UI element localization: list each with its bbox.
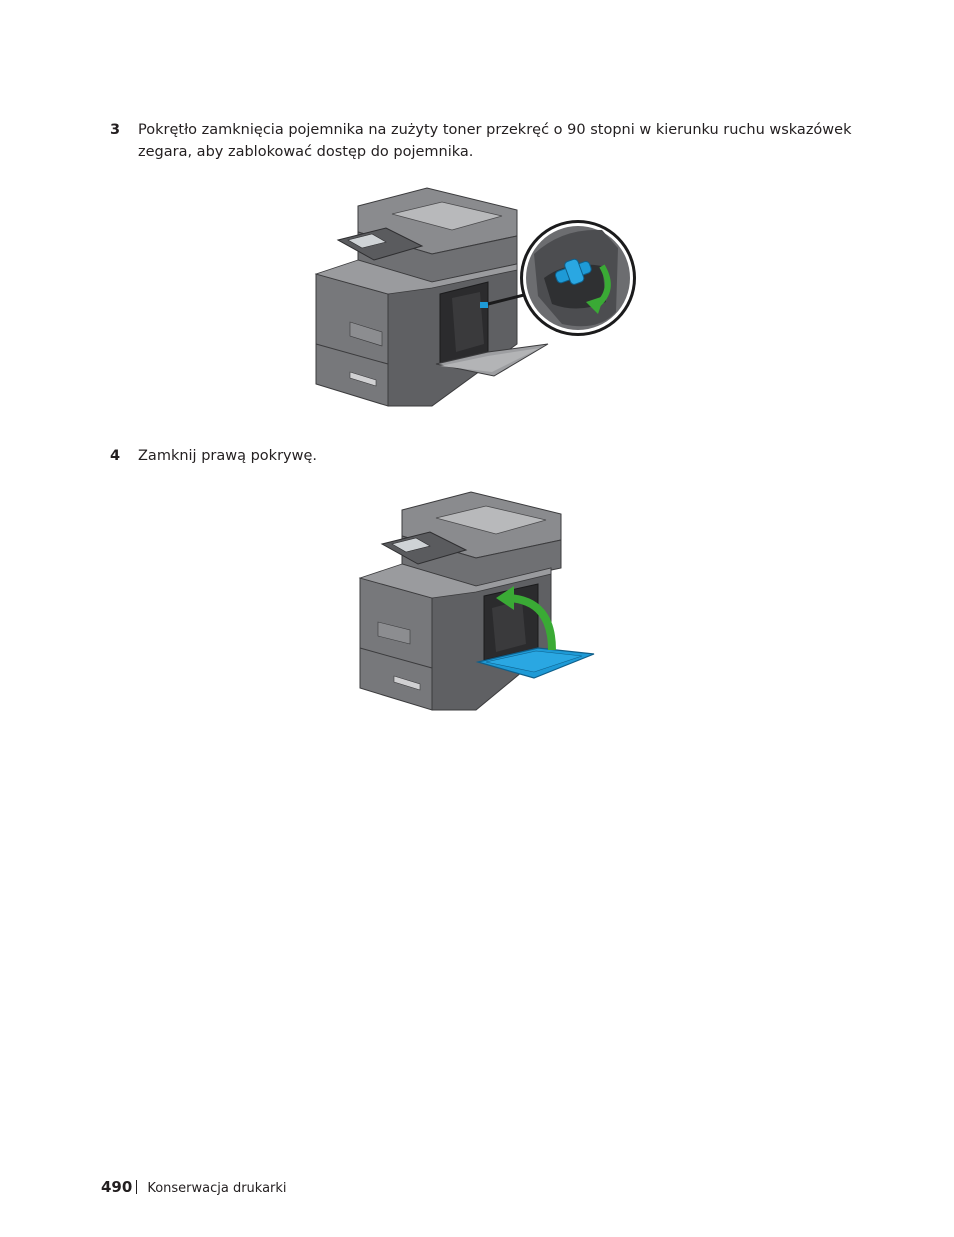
step-number: 3: [110, 122, 121, 138]
printer-illustration-lock-knob: [312, 184, 644, 410]
step-text: Pokrętło zamknięcia pojemnika na zużyty toner przekręć o 90 stopni w kierunku ruchu wskazówek zegara, aby zablokować dostęp do pojemnika.: [138, 122, 852, 160]
step-number: 4: [110, 448, 121, 464]
step-text: Zamknij prawą pokrywę.: [138, 448, 318, 464]
footer-section-title: Konserwacja drukarki: [147, 1181, 287, 1196]
footer-separator: [136, 1180, 137, 1194]
page-footer: [101, 1177, 287, 1199]
page-number: 490: [101, 1178, 133, 1196]
printer-illustration-close-cover: [356, 488, 598, 714]
